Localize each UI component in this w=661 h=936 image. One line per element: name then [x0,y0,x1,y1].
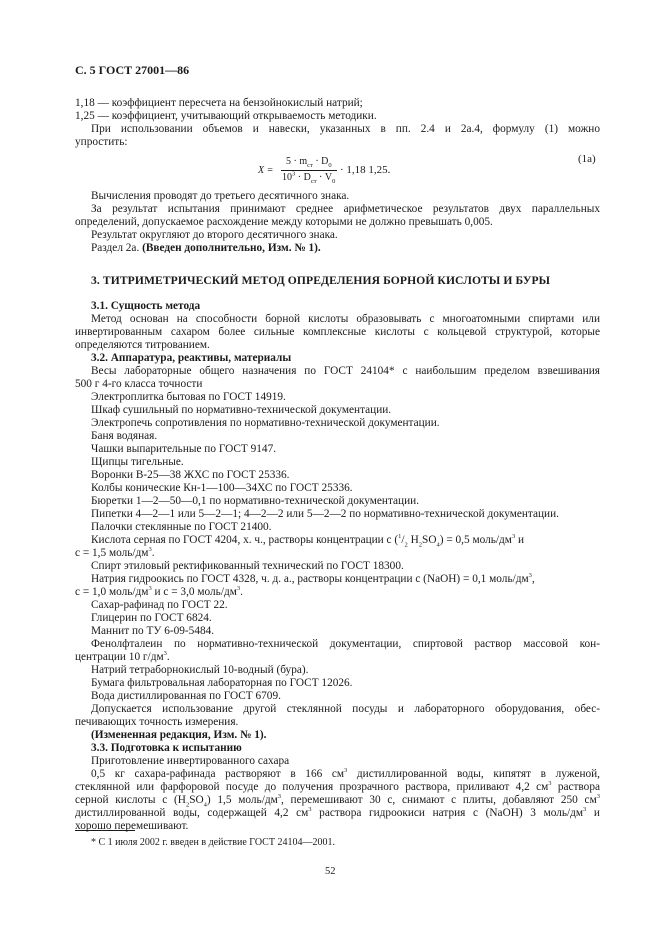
sugar-l3-a: серной кислоты c (H [75,794,186,806]
sulfuric-text-b: ) = 0,5 моль/дм [439,534,512,546]
subsection-3-3-heading: 3.3. Подготовка к испытанию [91,742,242,754]
naoh-sup: 3 [528,572,532,580]
sulfuric-h-sub: 2 [418,541,423,549]
reagent-distilled-water: Вода дистиллированная по ГОСТ 6709. [91,690,281,702]
sulfuric-frac-slash: / [401,534,405,546]
paragraph-simplify: При использовании объемов и навески, указанных в пп. 2.4 и 2а.4, формулу (1) можно [91,123,600,135]
denominator-part-c: · V [316,172,333,183]
paragraph-calc: Вычисления проводят до третьего десятичного знака. [91,190,350,202]
equipment-funnels: Воронки В-25—38 ЖХС по ГОСТ 25336. [91,469,290,481]
numerator-sub-2: 0 [328,162,332,169]
sugar-l1-sup: 3 [344,767,348,775]
denominator-part-a: 10 [282,172,292,183]
reagent-sulfuric-acid-cont [75,547,155,560]
paragraph-result-cont: определений, допускаемое расхождение между которыми не должно превышать 0,005. [75,216,493,228]
paragraph-allowed-cont: печивающих точность измерения. [75,716,239,728]
naoh-end: , [531,573,535,585]
sulfuric-frac-num: 1 [398,533,402,541]
sugar-l2-a: стеклянной или фарфоровой посуде до получения прозрачного раствора, приливают 4,2 см [75,781,549,793]
reagent-sodium-hydroxide-cont [75,586,243,599]
method-line-1: Метод основан на способности борной кислоты образовывать с многоатомными спиртами или [91,313,600,325]
reagent-sugar: Сахар-рафинад по ГОСТ 22. [91,599,228,611]
naoh-cont-end: . [240,586,243,598]
phenol-cont-end: . [166,651,170,663]
formula-denominator [282,172,335,183]
numerator-part-a: 5 · m [286,156,308,167]
inverted-sugar-line-5: хорошо перемешивают. [75,820,189,832]
inverted-sugar-line-2 [75,781,600,794]
paragraph-round: Результат округляют до второго десятичного знака. [91,229,338,241]
sulfuric-cont-a: c = 1,5 моль/дм [75,547,149,559]
inverted-sugar-line-4 [75,807,600,820]
section-2a-label: Раздел 2а. [91,242,140,254]
subsection-3-1-heading: 3.1. Сущность метода [91,300,201,312]
sugar-l3-sub-1: 2 [185,801,190,809]
method-line-3: определяются титрованием. [75,339,210,351]
sugar-l3-sup-1: 3 [277,793,281,801]
page-header: С. 5 ГОСТ 27001—86 [75,63,190,77]
numerator-sub: ст [307,162,313,169]
equipment-scales-cont: 500 г 4-го класса точности [75,378,203,390]
equipment-scales: Весы лабораторные общего назначения по ГОСТ 24104* с наибольшим пределом взвешивания [91,365,600,377]
inverted-sugar-line-1 [91,768,600,781]
naoh-text-a: Натрия гидроокись по ГОСТ 4328, ч. д. а., растворы концентрации c (NaOH) = 0,1 моль/дм [91,573,529,585]
sulfuric-unit-sup: 3 [511,533,516,541]
sulfuric-text-c: и [515,534,525,546]
section-2a-note [91,242,321,255]
amendment-note: (Измененная редакция, Изм. № 1). [91,729,267,741]
equipment-glass-rods: Палочки стеклянные по ГОСТ 21400. [91,521,272,533]
equipment-flasks: Колбы конические Кн-1—100—34ХС по ГОСТ 25336. [91,482,353,494]
phenol-cont-a: центрации 10 г/дм [75,651,164,663]
naoh-cont-a: c = 1,0 моль/дм [75,586,149,598]
naoh-cont-sup-2: 3 [236,585,241,593]
formula-tail: · 1,18 1,25. [340,164,391,176]
sulfuric-h: H [407,534,419,546]
subsection-3-2-heading: 3.2. Аппаратура, реактивы, материалы [91,352,292,364]
footnote: * С 1 июля 2002 г. введен в действие ГОСТ 24104—2001. [91,837,335,848]
reagent-sodium-hydroxide [91,573,535,586]
sugar-l3-c: ) 1,5 моль/дм [206,794,278,806]
reagent-sulfuric-acid [91,534,524,547]
naoh-cont-sup-1: 3 [148,585,152,593]
formula-numerator [286,156,332,167]
sugar-l3-sub-2: 4 [203,801,207,809]
sugar-l3-sup-2: 3 [596,793,600,801]
equipment-burettes: Бюретки 1—2—50—0,1 по нормативно-технической документации. [91,495,420,507]
equipment-oven: Шкаф сушильный по нормативно-технической документации. [91,404,392,416]
equipment-tongs: Щипцы тигельные. [91,456,184,468]
sulfuric-so: SO [422,534,437,546]
paragraph-allowed: Допускается использование другой стеклянной посуды и лабораторного оборудования, обес- [91,703,600,715]
sugar-l3-b: SO [189,794,204,806]
equipment-hotplate: Электроплитка бытовая по ГОСТ 14919. [91,391,286,403]
formula-lhs: X = [258,165,274,176]
sugar-l2-sup: 3 [548,780,552,788]
sugar-l4-sup-1: 3 [308,806,312,814]
reagent-phenolphthalein-cont [75,651,170,664]
phenol-cont-sup: 3 [163,650,167,658]
inverted-sugar-line-3 [75,794,600,807]
reagent-ethanol: Спирт этиловый ректификованный технический по ГОСТ 18300. [91,560,404,572]
sugar-l4-c: и [586,807,600,819]
equipment-water-bath: Баня водяная. [91,430,158,442]
reagent-glycerin: Глицерин по ГОСТ 6824. [91,612,212,624]
sugar-l1-a: 0,5 кг сахара-рафинада растворяют в 166 см [91,768,345,780]
formula-number: (1а) [578,153,596,165]
equipment-dishes: Чашки выпарительные по ГОСТ 9147. [91,443,277,455]
sulfuric-text-a: Кислота серная по ГОСТ 4204, х. ч., растворы концентрации c ( [91,534,399,546]
section-3-heading: 3. ТИТРИМЕТРИЧЕСКИЙ МЕТОД ОПРЕДЕЛЕНИЯ БОРНОЙ КИСЛОТЫ И БУРЫ [91,274,551,287]
sugar-l4-b: раствора гидроокиси натрия c (NaOH) 3 моль/дм [311,807,584,819]
naoh-cont-b: и c = 3,0 моль/дм [151,586,237,598]
section-2a-amendment: (Введен дополнительно, Изм. № 1). [142,242,321,254]
paragraph-result: За результат испытания принимают среднее арифметическое результатов двух параллельных [91,203,600,215]
sugar-l2-b: раствора [551,781,600,793]
method-line-2: инвертированным сахаром более сильные комплексные кислоты с кольцевой структурой, которые [75,326,600,338]
sulfuric-frac-den: 2 [404,541,408,549]
sulfuric-cont-sup: 3 [148,546,152,554]
numerator-part-b: · D [312,156,329,167]
fraction-bar [281,170,337,171]
denominator-sub: ст [310,178,317,185]
footnote-rule [75,830,135,831]
sugar-l4-a: дистиллированной воды, содержащей 4,2 см [75,807,309,819]
coefficient-line-2: 1,25 — коэффициент, учитывающий открываемость методики. [75,110,377,122]
equipment-pipettes: Пипетки 4—2—1 или 5—2—1; 4—2—2 или 5—2—2 по нормативно-технической документации. [91,508,559,520]
page-number: 52 [325,866,336,877]
denominator-part-b: · D [295,172,311,183]
paragraph-simplify-cont: упростить: [75,136,128,148]
reagent-filter-paper: Бумага фильтровальная лабораторная по ГОСТ 12026. [91,677,353,689]
reagent-borax: Натрий тетраборнокислый 10-водный (бура). [91,664,309,676]
denominator-sup: 3 [292,170,296,178]
equipment-furnace: Электропечь сопротивления по нормативно-технической документации. [91,417,440,429]
coefficient-line-1: 1,18 — коэффициент пересчета на бензойнокислый натрий; [75,97,363,109]
sugar-l3-d: , перемешивают 30 с, снимают с плиты, добавляют 250 см [280,794,597,806]
reagent-mannitol: Маннит по ТУ 6-09-5484. [91,625,215,637]
sugar-l4-sup-2: 3 [583,806,587,814]
inverted-sugar-title: Приготовление инвертированного сахара [91,755,290,767]
sulfuric-so-sub: 4 [436,541,440,549]
reagent-phenolphthalein: Фенолфталеин по нормативно-технической документации, спиртовой раствор массовой кон- [91,638,600,650]
denominator-sub-2: 0 [332,178,336,185]
sugar-l1-b: дистиллированной воды, кипятят в луженой, [347,768,601,780]
sulfuric-cont-end: . [151,547,155,559]
